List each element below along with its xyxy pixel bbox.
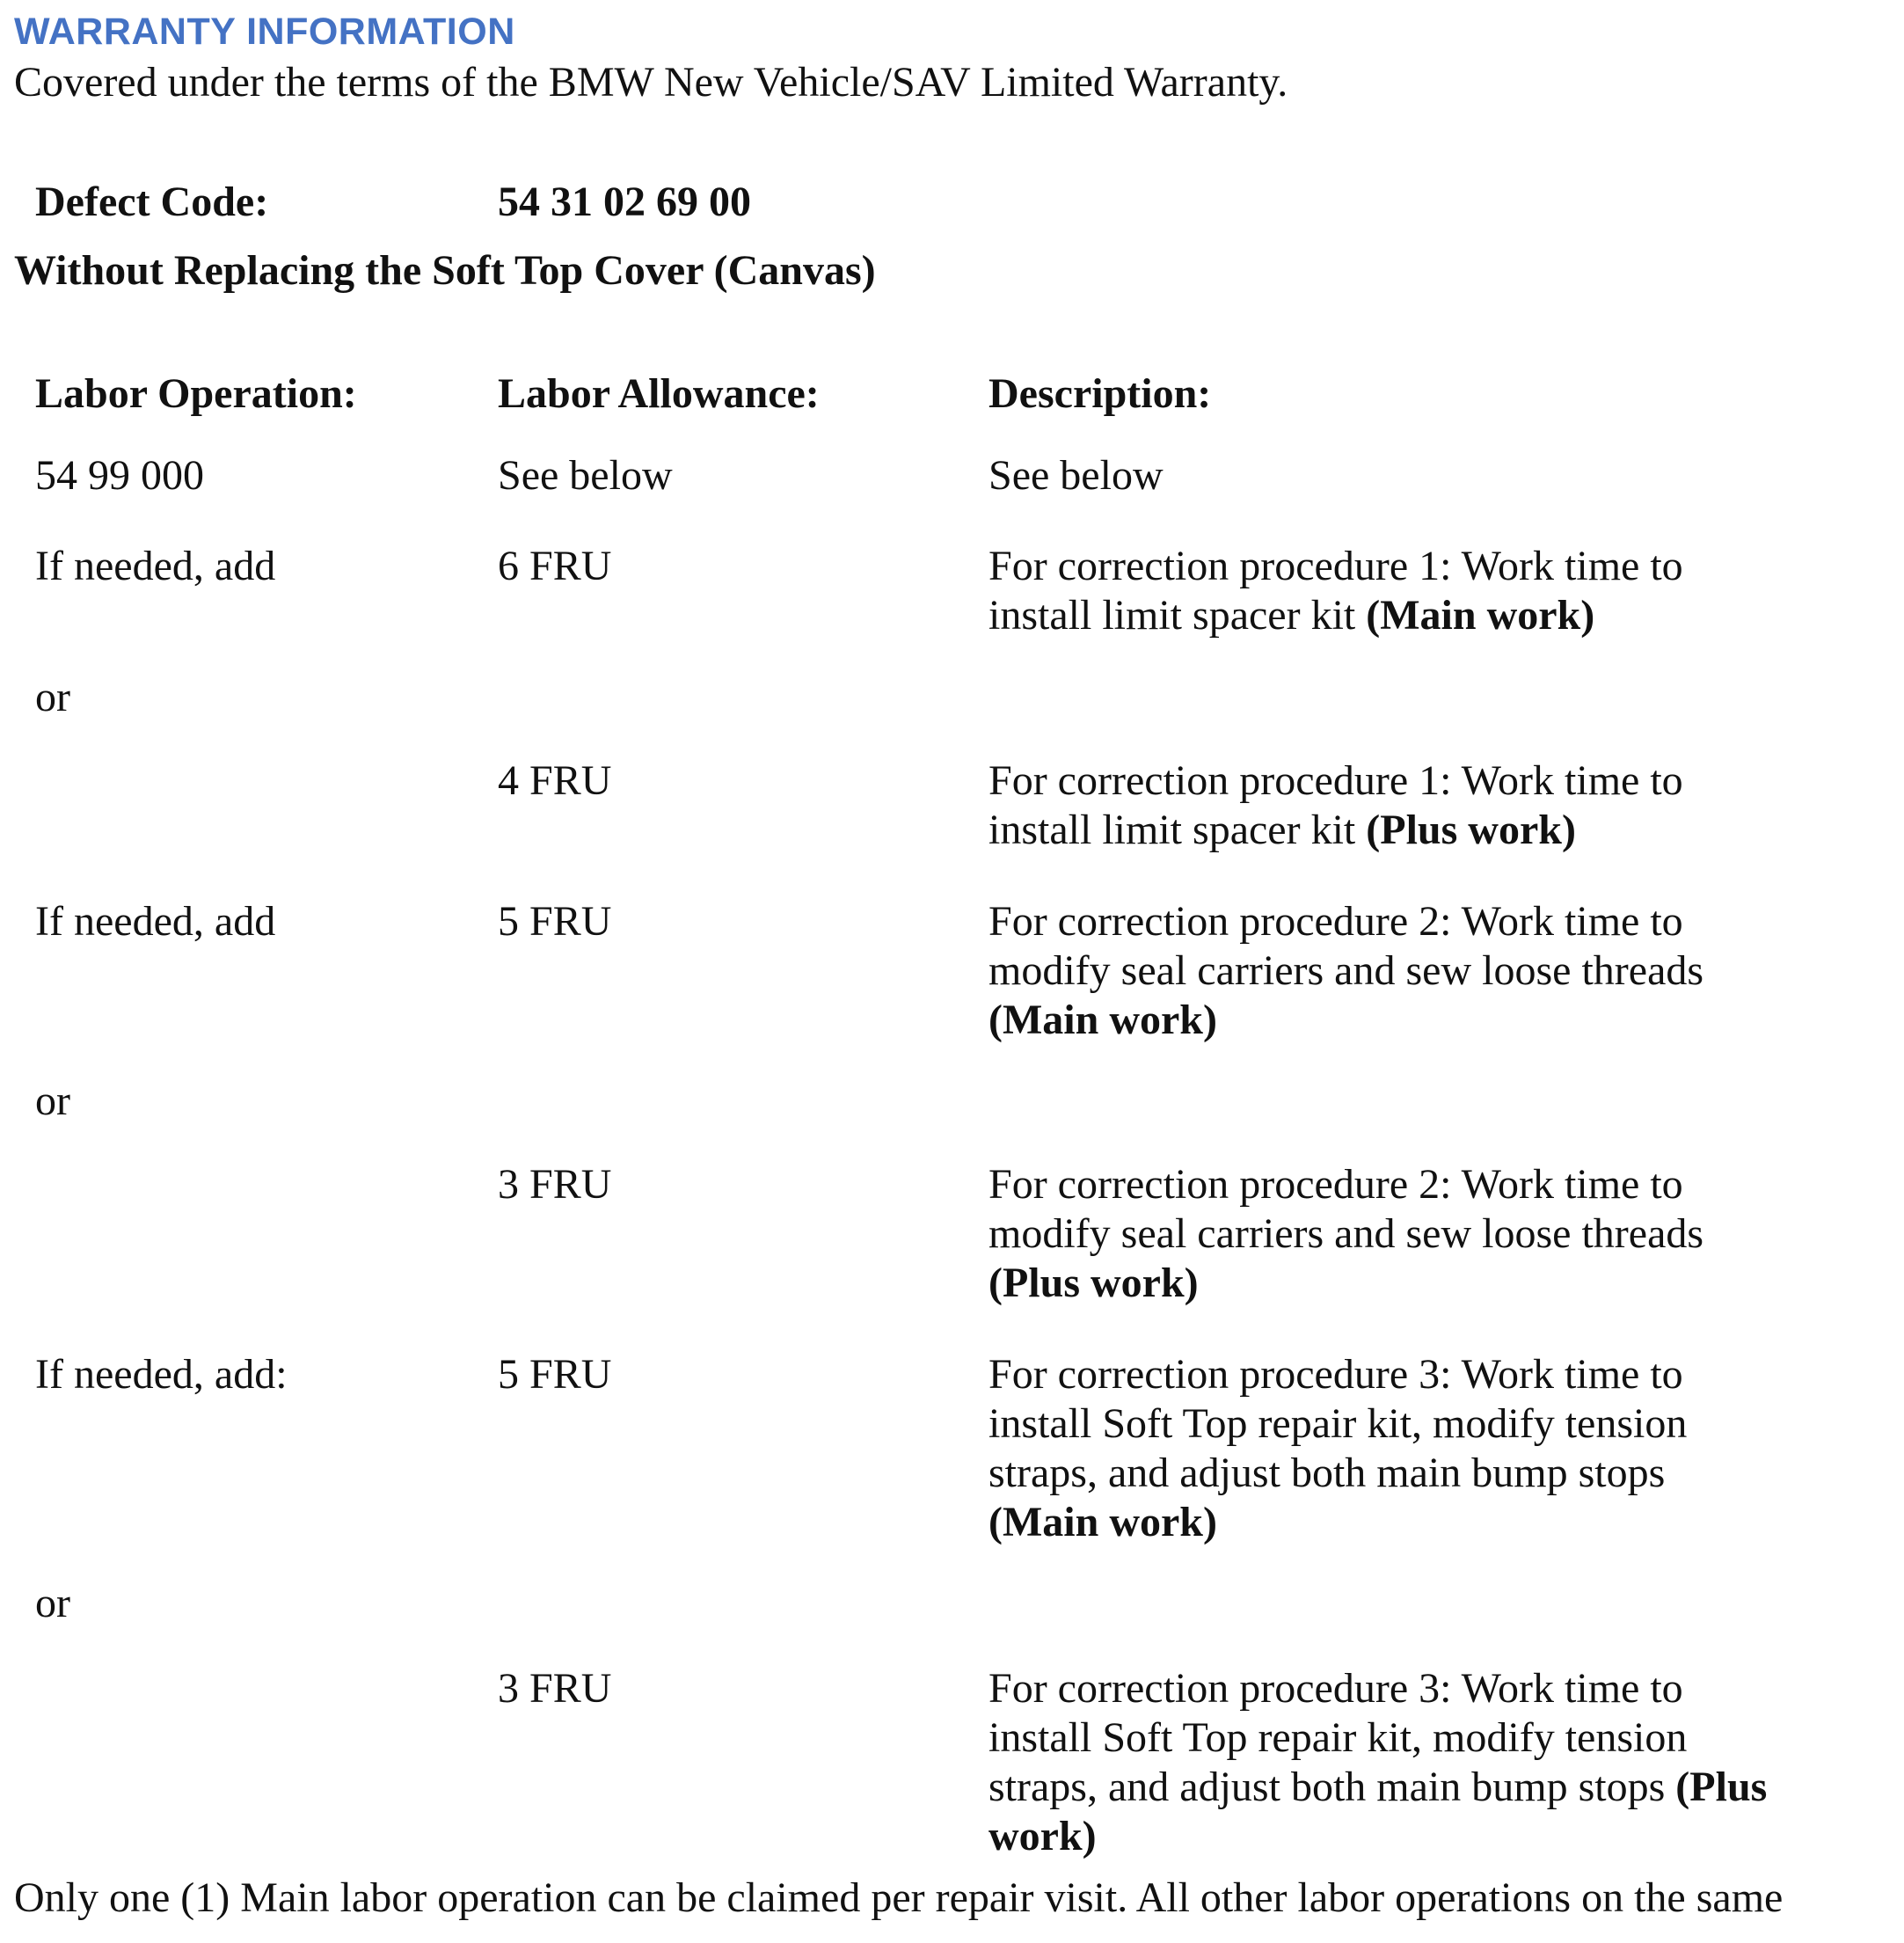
row-description: For correction procedure 1: Work time to install limit spacer kit (Plus work) (988, 757, 1683, 853)
row-allowance: 5 FRU (498, 1351, 612, 1398)
work-type-tag: (Plus work) (988, 1764, 1768, 1859)
row-allowance: 4 FRU (498, 757, 612, 804)
row-allowance: See below (498, 452, 673, 499)
row-description: For correction procedure 2: Work time to modify seal carriers and sew loose threads (Main work) (988, 898, 1704, 1043)
row-description: For correction procedure 1: Work time to install limit spacer kit (Main work) (988, 543, 1683, 639)
work-type-tag: (Main work) (988, 997, 1217, 1043)
row-operation: If needed, add (35, 543, 276, 589)
column-header-allowance: Labor Allowance: (498, 370, 820, 417)
row-allowance: 3 FRU (498, 1665, 612, 1712)
row-or: or (35, 674, 70, 720)
footer-note: Only one (1) Main labor operation can be claimed per repair visit. All other labor operations on the same (14, 1874, 1784, 1921)
work-type-tag: (Plus work) (1366, 807, 1576, 853)
column-header-description: Description: (988, 370, 1212, 417)
section-heading: WARRANTY INFORMATION (14, 11, 515, 53)
row-or: or (35, 1580, 70, 1626)
row-allowance: 6 FRU (498, 543, 612, 589)
subheading: Without Replacing the Soft Top Cover (Canvas) (14, 247, 876, 294)
intro-text: Covered under the terms of the BMW New Vehicle/SAV Limited Warranty. (14, 59, 1288, 106)
work-type-tag: (Plus work) (988, 1260, 1199, 1306)
row-description: For correction procedure 2: Work time to modify seal carriers and sew loose threads (Plus work) (988, 1161, 1704, 1306)
row-operation: If needed, add: (35, 1351, 288, 1398)
row-description: For correction procedure 3: Work time to install Soft Top repair kit, modify tension straps, and adjust both main bump stops (Main work) (988, 1351, 1688, 1545)
defect-code-value: 54 31 02 69 00 (498, 179, 751, 225)
work-type-tag: (Main work) (1366, 592, 1595, 639)
row-allowance: 3 FRU (498, 1161, 612, 1208)
row-allowance: 5 FRU (498, 898, 612, 945)
column-header-operation: Labor Operation: (35, 370, 357, 417)
row-operation: If needed, add (35, 898, 276, 945)
row-or: or (35, 1077, 70, 1124)
row-description: See below (988, 452, 1164, 499)
defect-code-label: Defect Code: (35, 179, 269, 225)
row-operation: 54 99 000 (35, 452, 204, 499)
work-type-tag: (Main work) (988, 1499, 1217, 1545)
row-description: For correction procedure 3: Work time to install Soft Top repair kit, modify tension straps, and adjust both main bump stops (Plus work) (988, 1665, 1768, 1859)
